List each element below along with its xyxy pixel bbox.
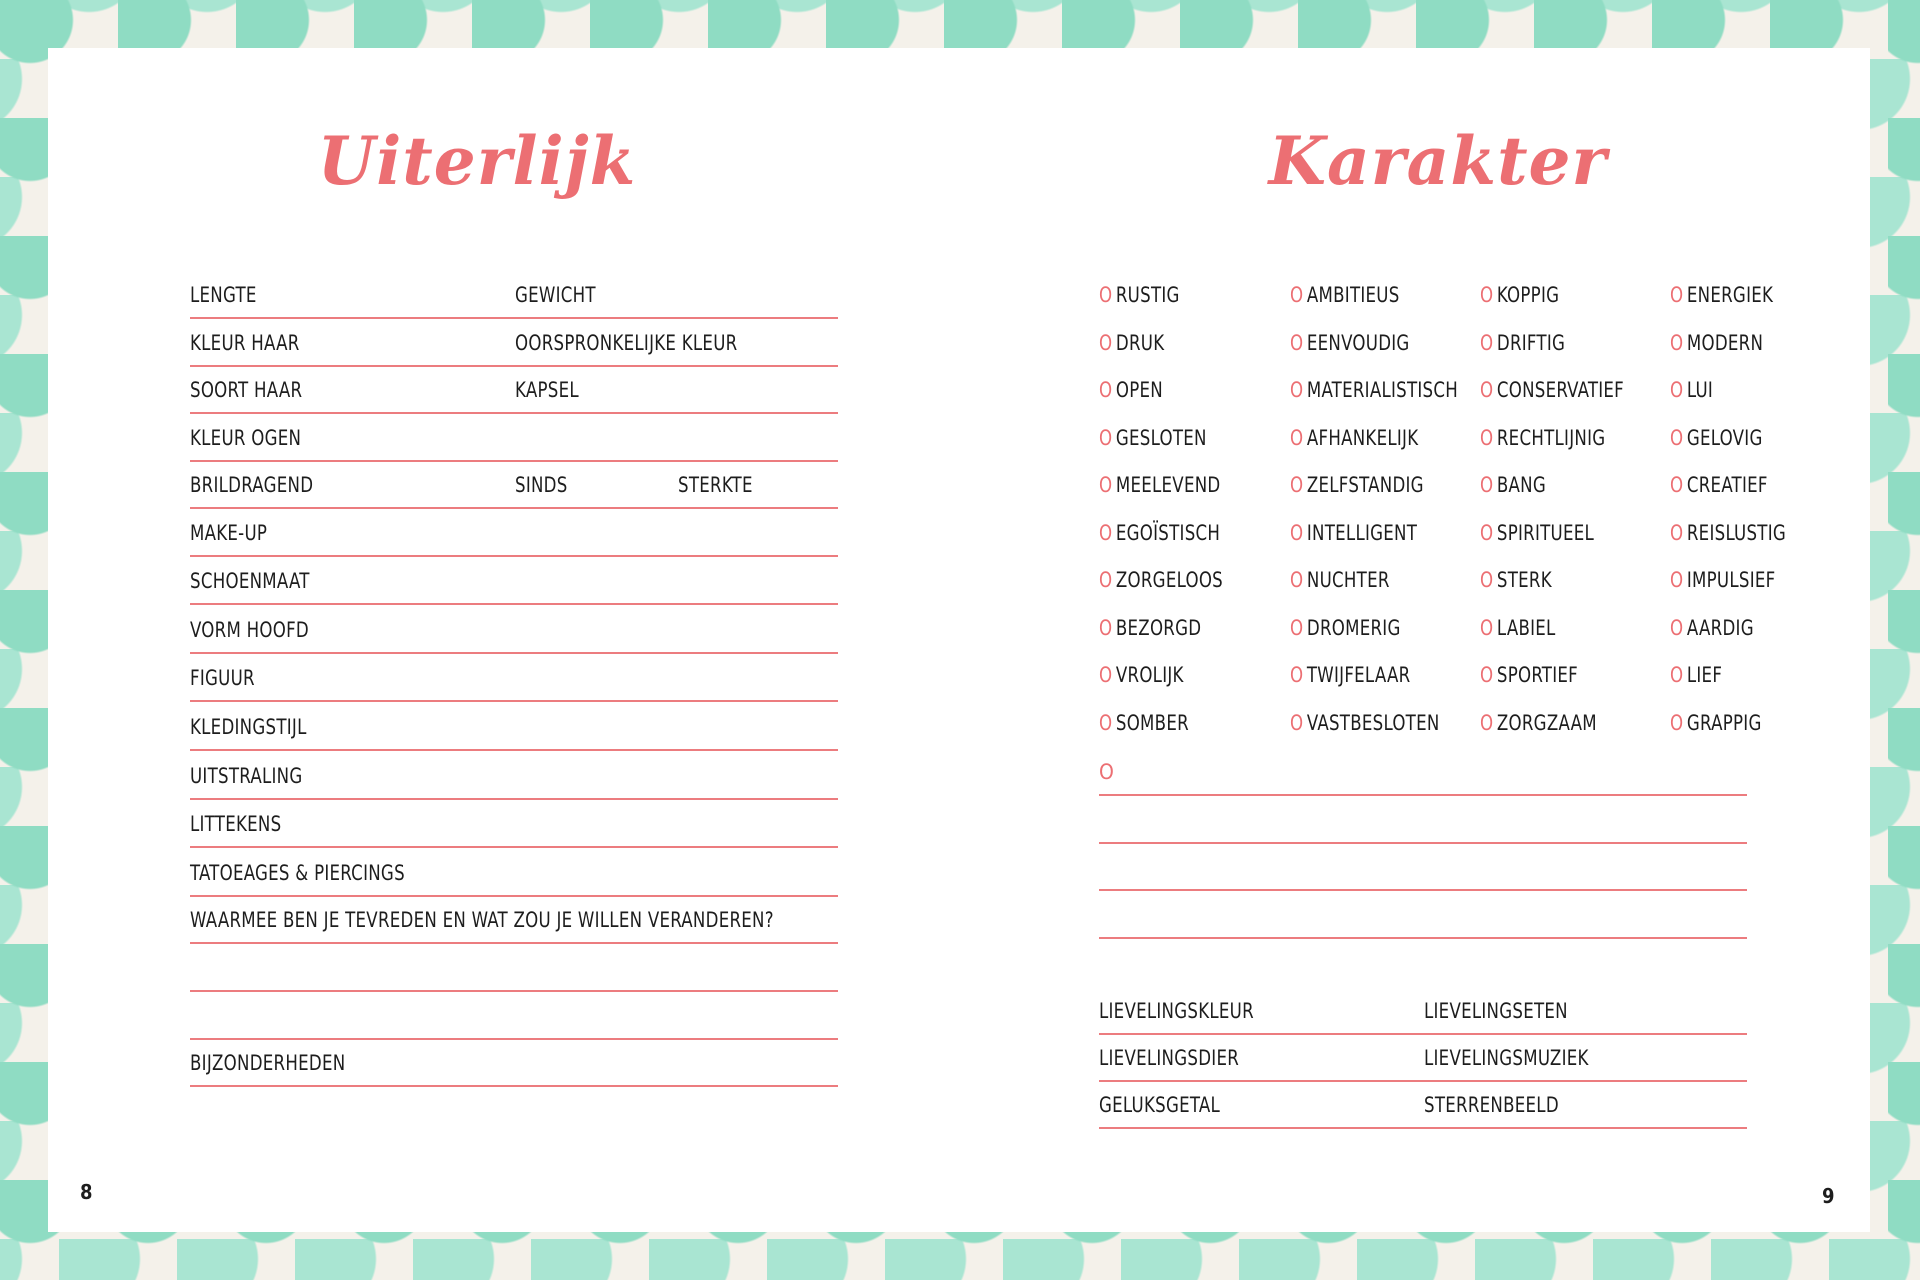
- trait-label: ZELFSTANDIG: [1306, 473, 1424, 497]
- checkbox-circle-icon[interactable]: O: [1480, 520, 1494, 545]
- trait-label: LABIEL: [1496, 615, 1556, 640]
- form-row[interactable]: [190, 1039, 838, 1087]
- trait-label: INTELLIGENT: [1306, 520, 1418, 545]
- trait-label: REISLUSTIG: [1686, 520, 1787, 545]
- checkbox-circle-icon[interactable]: O: [1480, 473, 1494, 497]
- trait-label: LIEF: [1686, 663, 1723, 687]
- trait-label: SPIRITUEEL: [1496, 520, 1595, 545]
- checkbox-circle-icon[interactable]: O: [1670, 568, 1684, 592]
- trait-label: VASTBESLOTEN: [1306, 710, 1440, 735]
- trait-label: ZORGELOOS: [1115, 568, 1223, 592]
- checkbox-circle-icon[interactable]: O: [1670, 378, 1684, 402]
- trait-label: BEZORGD: [1115, 615, 1202, 640]
- field-label: LIEVELINGSKLEUR: [1099, 999, 1254, 1023]
- checkbox-circle-icon[interactable]: O: [1480, 283, 1494, 307]
- trait-option[interactable]: [1099, 568, 1223, 592]
- checkbox-circle-icon[interactable]: O: [1670, 520, 1684, 545]
- trait-option[interactable]: [1480, 711, 1597, 735]
- checkbox-circle-icon[interactable]: O: [1670, 330, 1684, 355]
- checkbox-circle-icon[interactable]: O: [1670, 425, 1684, 450]
- trait-option[interactable]: [1099, 521, 1220, 545]
- trait-label: MODERN: [1686, 330, 1764, 355]
- title-uiterlijk: Uiterlijk: [317, 122, 637, 200]
- writing-line[interactable]: [1099, 748, 1747, 796]
- trait-label: GELOVIG: [1686, 425, 1763, 450]
- field-label: LIEVELINGSDIER: [1099, 1046, 1240, 1070]
- field-label: KLEDINGSTIJL: [190, 715, 307, 739]
- field-label: VORM HOOFD: [190, 618, 309, 642]
- checkbox-circle-icon[interactable]: O: [1099, 520, 1113, 545]
- checkbox-circle-icon[interactable]: O: [1290, 473, 1304, 497]
- form-row[interactable]: [190, 366, 838, 414]
- trait-option[interactable]: [1670, 283, 1773, 307]
- trait-label: SPORTIEF: [1496, 663, 1578, 687]
- trait-label: KOPPIG: [1496, 283, 1560, 307]
- field-label: GEWICHT: [515, 283, 596, 307]
- checkbox-circle-icon[interactable]: O: [1290, 283, 1304, 307]
- field-label: SCHOENMAAT: [190, 569, 310, 593]
- trait-option[interactable]: [1099, 426, 1207, 450]
- trait-option[interactable]: [1099, 378, 1163, 402]
- trait-option[interactable]: [1290, 378, 1458, 402]
- trait-label: STERK: [1496, 568, 1552, 592]
- form-row[interactable]: [190, 509, 838, 557]
- checkbox-circle-icon[interactable]: O: [1099, 283, 1113, 307]
- form-row[interactable]: [190, 654, 838, 702]
- checkbox-circle-icon[interactable]: O: [1480, 425, 1494, 450]
- form-row[interactable]: [190, 414, 838, 462]
- trait-option[interactable]: [1670, 711, 1762, 735]
- field-label: KLEUR HAAR: [190, 331, 300, 355]
- page-number-right: 9: [1822, 1184, 1835, 1208]
- trait-label: GRAPPIG: [1686, 710, 1762, 735]
- checkbox-circle-icon[interactable]: O: [1290, 520, 1304, 545]
- checkbox-circle-icon[interactable]: O: [1290, 710, 1304, 735]
- field-label: LIEVELINGSETEN: [1424, 999, 1568, 1023]
- field-label: KAPSEL: [515, 378, 579, 402]
- trait-option[interactable]: [1480, 378, 1624, 402]
- trait-label: EGOÏSTISCH: [1115, 520, 1221, 545]
- trait-label: NUCHTER: [1306, 568, 1390, 592]
- trait-label: AMBITIEUS: [1306, 283, 1400, 307]
- trait-option[interactable]: [1290, 521, 1417, 545]
- checkbox-circle-icon[interactable]: O: [1290, 568, 1304, 592]
- trait-option[interactable]: [1480, 283, 1559, 307]
- trait-option[interactable]: [1670, 473, 1768, 497]
- checkbox-circle-icon[interactable]: O: [1290, 663, 1304, 687]
- field-label: STERRENBEELD: [1424, 1093, 1559, 1117]
- trait-label: CONSERVATIEF: [1496, 378, 1625, 402]
- trait-option[interactable]: [1290, 283, 1400, 307]
- checkbox-circle-icon[interactable]: O: [1480, 378, 1494, 402]
- checkbox-circle-icon[interactable]: O: [1670, 615, 1684, 640]
- trait-option[interactable]: [1099, 283, 1180, 307]
- form-row[interactable]: [190, 557, 838, 605]
- trait-option[interactable]: [1099, 331, 1164, 355]
- field-label: GELUKSGETAL: [1099, 1093, 1220, 1117]
- writing-line[interactable]: [1099, 843, 1747, 891]
- checkbox-circle-icon[interactable]: O: [1099, 330, 1113, 355]
- trait-option[interactable]: [1099, 663, 1184, 687]
- trait-option[interactable]: [1290, 473, 1424, 497]
- trait-option[interactable]: [1670, 616, 1754, 640]
- trait-option[interactable]: [1099, 711, 1189, 735]
- trait-option[interactable]: [1099, 473, 1220, 497]
- field-label: SOORT HAAR: [190, 378, 303, 402]
- checkbox-circle-icon[interactable]: O: [1099, 615, 1113, 640]
- form-row[interactable]: [190, 944, 838, 992]
- field-label: BIJZONDERHEDEN: [190, 1051, 346, 1075]
- trait-label: CREATIEF: [1686, 473, 1768, 497]
- favorites-row[interactable]: [1099, 1081, 1747, 1129]
- checkbox-circle-icon[interactable]: O: [1670, 663, 1684, 687]
- checkbox-circle-icon[interactable]: O: [1099, 473, 1113, 497]
- checkbox-circle-icon[interactable]: O: [1290, 425, 1304, 450]
- checkbox-circle-icon[interactable]: O: [1480, 710, 1494, 735]
- trait-option[interactable]: [1480, 521, 1594, 545]
- trait-label: IMPULSIEF: [1686, 568, 1776, 592]
- trait-option[interactable]: [1480, 473, 1546, 497]
- trait-option[interactable]: [1480, 426, 1605, 450]
- trait-label: GESLOTEN: [1115, 425, 1207, 450]
- trait-option[interactable]: [1290, 616, 1401, 640]
- trait-label: OPEN: [1115, 378, 1163, 402]
- form-row[interactable]: [190, 606, 838, 654]
- checkbox-circle-icon[interactable]: O: [1480, 663, 1494, 687]
- trait-option[interactable]: [1480, 616, 1556, 640]
- trait-label: RUSTIG: [1115, 283, 1180, 307]
- checkbox-circle-icon[interactable]: O: [1099, 378, 1113, 402]
- trait-option[interactable]: [1480, 663, 1578, 687]
- trait-label: BANG: [1496, 473, 1547, 497]
- trait-option[interactable]: [1290, 711, 1440, 735]
- checkbox-circle-icon[interactable]: O: [1670, 710, 1684, 735]
- form-row[interactable]: [190, 703, 838, 751]
- form-row[interactable]: [190, 752, 838, 800]
- trait-option[interactable]: [1290, 568, 1390, 592]
- favorites-row[interactable]: [1099, 987, 1747, 1035]
- field-label: STERKTE: [678, 473, 753, 497]
- title-karakter: Karakter: [1268, 122, 1608, 200]
- checkbox-circle-icon[interactable]: O: [1480, 615, 1494, 640]
- field-label: TATOEAGES & PIERCINGS: [190, 861, 405, 885]
- checkbox-circle-icon[interactable]: O: [1480, 568, 1494, 592]
- trait-option[interactable]: [1099, 616, 1201, 640]
- trait-label: RECHTLIJNIG: [1496, 425, 1606, 450]
- field-label: LIEVELINGSMUZIEK: [1424, 1046, 1589, 1070]
- field-label: OORSPRONKELIJKE KLEUR: [515, 331, 738, 355]
- field-label: MAKE-UP: [190, 521, 268, 545]
- field-label: WAARMEE BEN JE TEVREDEN EN WAT ZOU JE WILLEN VERANDEREN?: [190, 908, 774, 932]
- checkbox-circle-icon[interactable]: O: [1099, 710, 1113, 735]
- trait-label: MEELEVEND: [1115, 473, 1221, 497]
- trait-label: LUI: [1686, 378, 1714, 402]
- trait-label: TWIJFELAAR: [1306, 663, 1411, 687]
- field-label: LENGTE: [190, 283, 257, 307]
- field-label: KLEUR OGEN: [190, 426, 302, 450]
- trait-label: DRUK: [1115, 330, 1165, 355]
- form-row[interactable]: [190, 800, 838, 848]
- trait-label: SOMBER: [1115, 710, 1189, 735]
- trait-option[interactable]: [1480, 568, 1552, 592]
- checkbox-circle-icon[interactable]: O: [1290, 378, 1304, 402]
- trait-label: AFHANKELIJK: [1306, 425, 1419, 450]
- form-row[interactable]: [190, 461, 838, 509]
- page-number-left: 8: [80, 1180, 93, 1204]
- trait-option[interactable]: [1480, 331, 1565, 355]
- field-label: UITSTRALING: [190, 764, 303, 788]
- trait-label: EENVOUDIG: [1306, 330, 1410, 355]
- form-row[interactable]: [190, 992, 838, 1040]
- checkbox-circle-icon[interactable]: O: [1480, 330, 1494, 355]
- form-row[interactable]: [190, 319, 838, 367]
- checkbox-circle-icon[interactable]: O: [1290, 615, 1304, 640]
- trait-option[interactable]: [1290, 663, 1410, 687]
- trait-option[interactable]: [1670, 426, 1763, 450]
- trait-option[interactable]: [1290, 426, 1418, 450]
- trait-label: VROLIJK: [1115, 663, 1184, 687]
- field-label: LITTEKENS: [190, 812, 282, 836]
- checkbox-circle-icon[interactable]: O: [1290, 330, 1304, 355]
- extra-trait-bullet[interactable]: O: [1099, 760, 1114, 784]
- favorites-row[interactable]: [1099, 1034, 1747, 1082]
- checkbox-circle-icon[interactable]: O: [1099, 568, 1113, 592]
- trait-option[interactable]: [1670, 521, 1786, 545]
- trait-label: DRIFTIG: [1496, 330, 1566, 355]
- trait-option[interactable]: [1670, 568, 1775, 592]
- form-row[interactable]: [190, 896, 838, 944]
- form-row[interactable]: [190, 849, 838, 897]
- checkbox-circle-icon[interactable]: O: [1670, 473, 1684, 497]
- trait-option[interactable]: [1670, 378, 1713, 402]
- trait-option[interactable]: [1290, 331, 1410, 355]
- field-label: FIGUUR: [190, 666, 255, 690]
- checkbox-circle-icon[interactable]: O: [1099, 663, 1113, 687]
- trait-label: ENERGIEK: [1686, 283, 1774, 307]
- trait-option[interactable]: [1670, 663, 1722, 687]
- trait-option[interactable]: [1670, 331, 1763, 355]
- trait-label: AARDIG: [1686, 615, 1754, 640]
- checkbox-circle-icon[interactable]: O: [1099, 425, 1113, 450]
- trait-label: MATERIALISTISCH: [1306, 378, 1459, 402]
- field-label: SINDS: [515, 473, 568, 497]
- writing-line[interactable]: [1099, 891, 1747, 939]
- trait-label: ZORGZAAM: [1496, 710, 1597, 735]
- checkbox-circle-icon[interactable]: O: [1670, 283, 1684, 307]
- writing-line[interactable]: [1099, 796, 1747, 844]
- form-row[interactable]: [190, 271, 838, 319]
- field-label: BRILDRAGEND: [190, 473, 314, 497]
- trait-label: DROMERIG: [1306, 615, 1401, 640]
